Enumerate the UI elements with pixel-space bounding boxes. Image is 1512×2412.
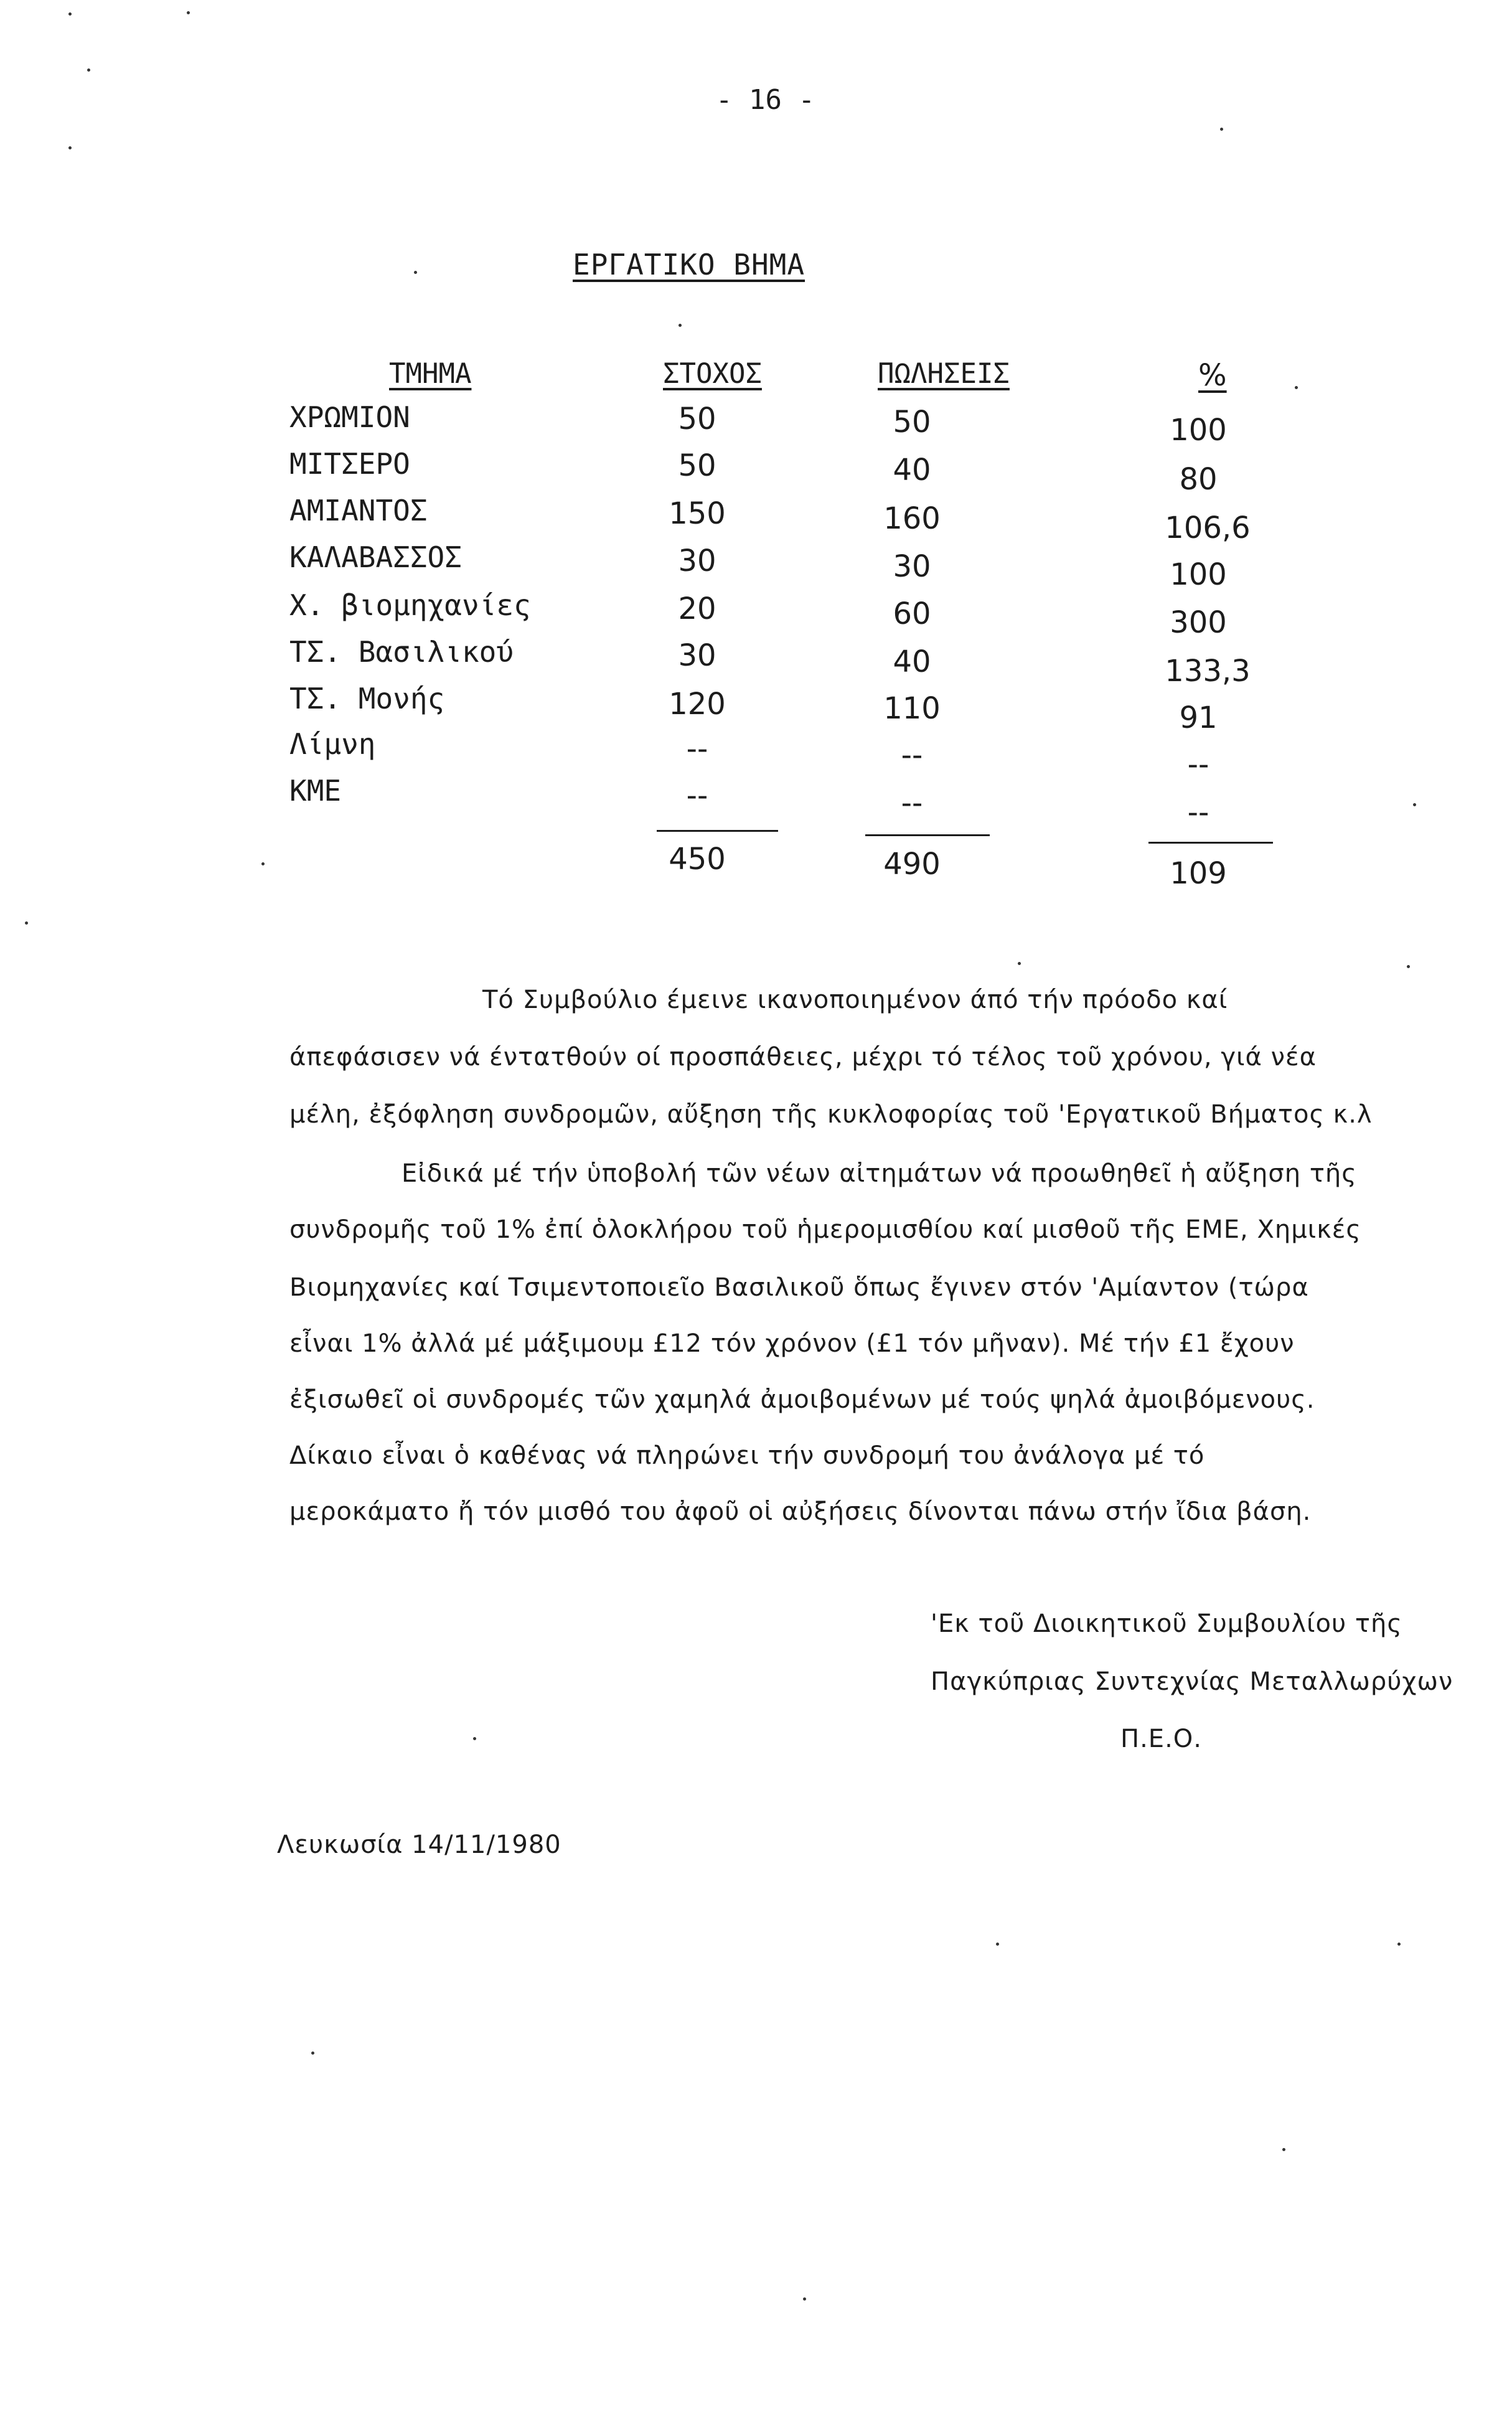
row-label: Λίμνη	[289, 727, 376, 761]
paragraph-line: μεροκάματο ἤ τόν μισθό του ἀφοῦ οἱ αὐξήσεις δίνονται πάνω στήν ἴδια βάση.	[289, 1497, 1312, 1526]
row-label: ΤΣ. Βασιλικού	[289, 635, 514, 669]
row-label: ΧΡΩΜΙΟΝ	[289, 400, 410, 434]
paragraph-line: εἶναι 1% ἀλλά μέ μάξιμουμ £12 τόν χρόνον (£1 τόν μῆναν). Μέ τήν £1 ἔχουν	[289, 1329, 1295, 1358]
header-department: ΤΜΗΜΑ	[389, 358, 472, 390]
percent-value: 91	[1179, 700, 1218, 735]
target-value: 50	[678, 448, 716, 483]
scan-speck	[1295, 386, 1298, 389]
percent-value: 133,3	[1165, 654, 1251, 689]
sales-value: 60	[893, 596, 931, 631]
percent-value: --	[1187, 747, 1209, 782]
row-label: ΚΜΕ	[289, 774, 342, 808]
signature-line-3: Π.Ε.Ο.	[1120, 1725, 1202, 1753]
scan-speck	[187, 11, 190, 14]
sales-value: 30	[893, 549, 931, 584]
sales-value: --	[901, 738, 923, 773]
sales-value: 40	[893, 453, 931, 488]
scan-speck	[1397, 1943, 1401, 1946]
scan-speck	[414, 271, 417, 274]
scan-speck	[1407, 965, 1410, 968]
sales-value: 110	[883, 691, 941, 726]
total-rule-percent	[1148, 842, 1273, 844]
paragraph-line: Τό Συμβούλιο έμεινε ικανοποιημένον άπό τήν πρόοδο καί	[482, 986, 1228, 1014]
percent-value: 80	[1179, 462, 1218, 497]
target-value: 120	[669, 687, 726, 722]
scan-speck	[68, 146, 72, 149]
scan-speck	[25, 921, 28, 925]
scan-speck	[1018, 962, 1021, 965]
signature-line-2: Παγκύπριας Συντεχνίας Μεταλλωρύχων	[931, 1667, 1453, 1696]
percent-value: 100	[1170, 413, 1227, 448]
percent-value: --	[1187, 795, 1209, 830]
row-label: ΑΜΙΑΝΤΟΣ	[289, 494, 428, 527]
scan-speck	[803, 2297, 806, 2301]
scan-speck	[473, 1737, 476, 1740]
target-value: --	[686, 778, 708, 813]
target-value: --	[686, 732, 708, 766]
paragraph-line: Βιομηχανίες καί Τσιμεντοποιεῖο Βασιλικοῦ ὅπως ἔγινεν στόν 'Αμίαντον (τώρα	[289, 1273, 1309, 1302]
paragraph-line: μέλη, ἐξόφληση συνδρομῶν, αὔξηση τῆς κυκλοφορίας τοῦ 'Εργατικοῦ Βήματος κ.λ	[289, 1100, 1373, 1129]
page-number: - 16 -	[716, 84, 815, 116]
sales-value: 40	[893, 644, 931, 679]
scan-speck	[68, 12, 72, 16]
sales-value: 50	[893, 405, 931, 440]
percent-value: 100	[1170, 557, 1227, 592]
target-value: 30	[678, 544, 716, 578]
total-percent: 109	[1170, 856, 1227, 891]
paragraph-line: Δίκαιο εἶναι ὁ καθένας νά πληρώνει τήν συνδρομή του ἀνάλογα μέ τό	[289, 1441, 1205, 1470]
row-label: ΤΣ. Μονής	[289, 682, 445, 715]
paragraph-line: ἐξισωθεῖ οἱ συνδρομές τῶν χαμηλά ἀμοιβομένων μέ τούς ψηλά ἀμοιβόμενους.	[289, 1385, 1315, 1414]
target-value: 20	[678, 591, 716, 626]
scan-speck	[1282, 2148, 1285, 2151]
scan-speck	[1413, 803, 1416, 806]
row-label: ΚΑΛΑΒΑΣΣΟΣ	[289, 540, 462, 574]
percent-value: 300	[1170, 605, 1227, 640]
paragraph-line: άπεφάσισεν νά έντατθούν οί προσπάθειες, μέχρι τό τέλος τοῦ χρόνου, γιά νέα	[289, 1043, 1317, 1072]
row-label: Χ. βιομηχανίες	[289, 588, 531, 622]
scan-speck	[261, 862, 265, 865]
scan-speck	[679, 324, 682, 327]
scan-speck	[87, 68, 90, 72]
percent-value: 106,6	[1165, 511, 1251, 545]
header-target: ΣΤΟΧΟΣ	[663, 358, 762, 390]
date-line: Λευκωσία 14/11/1980	[277, 1830, 561, 1859]
total-sales: 490	[883, 847, 941, 882]
paragraph-line: συνδρομῆς τοῦ 1% ἐπί ὁλοκλήρου τοῦ ἡμερομισθίου καί μισθοῦ τῆς ΕΜΕ, Χημικές	[289, 1215, 1361, 1244]
total-rule-target	[657, 830, 778, 832]
target-value: 30	[678, 638, 716, 673]
header-percent: %	[1198, 358, 1227, 393]
scan-speck	[1220, 128, 1223, 131]
header-sales: ΠΩΛΗΣΕΙΣ	[878, 358, 1010, 390]
row-label: ΜΙΤΣΕΡΟ	[289, 447, 410, 481]
total-target: 450	[669, 842, 726, 877]
document-title: ΕΡΓΑΤΙΚΟ ΒΗΜΑ	[573, 248, 805, 281]
sales-value: --	[901, 786, 923, 821]
paragraph-line: Εἰδικά μέ τήν ὑποβολή τῶν νέων αἰτημάτων νά προωθηθεῖ ἡ αὔξηση τῆς	[401, 1159, 1357, 1188]
scan-speck	[996, 1943, 999, 1946]
target-value: 50	[678, 402, 716, 436]
target-value: 150	[669, 496, 726, 531]
total-rule-sales	[865, 834, 990, 836]
scan-speck	[311, 2052, 314, 2055]
signature-line-1: 'Εκ τοῦ Διοικητικοῦ Συμβουλίου τῆς	[931, 1609, 1402, 1638]
sales-value: 160	[883, 501, 941, 536]
